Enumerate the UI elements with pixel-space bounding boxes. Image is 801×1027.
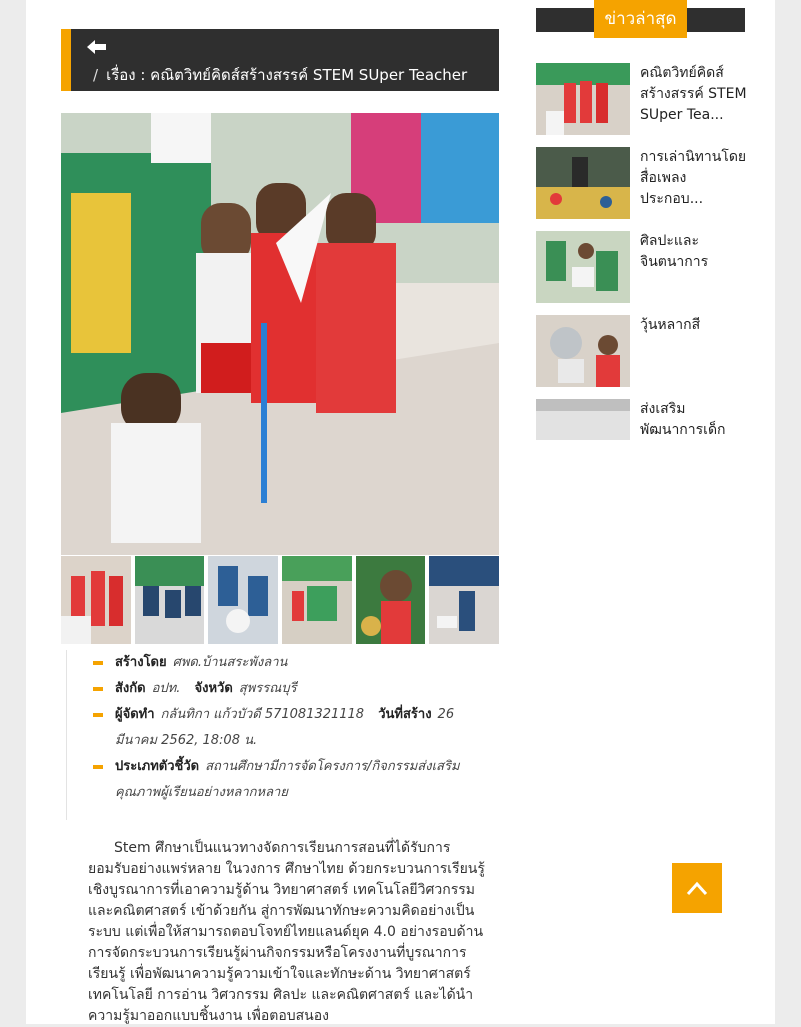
- meta-producer-value: กลันทิกา แก้วบัวดี 571081321118: [160, 707, 365, 722]
- news-thumbnail[interactable]: [536, 231, 630, 303]
- bullet-icon: [93, 687, 103, 691]
- breadcrumb-separator: /: [93, 66, 99, 84]
- news-header-label: ข่าวล่าสุด: [594, 0, 687, 38]
- news-item-title[interactable]: การเล่านิทานโดยสื่อเพลงประกอบ...: [640, 149, 747, 207]
- news-item[interactable]: [536, 231, 748, 315]
- article-title-bar: [61, 29, 499, 91]
- thumbnail-5[interactable]: [356, 556, 426, 644]
- meta-creator: [67, 650, 487, 676]
- thumbnail-1[interactable]: [61, 556, 131, 644]
- meta-indicator-label: ประเภทตัวชี้วัด: [115, 759, 200, 774]
- bullet-icon: [93, 765, 103, 769]
- article-meta: [66, 650, 487, 820]
- breadcrumb: [93, 63, 467, 87]
- meta-affiliation-value: อปท.: [151, 681, 181, 696]
- news-item-title[interactable]: ส่งเสริมพัฒนาการเด็ก: [640, 401, 726, 438]
- news-thumbnail[interactable]: [536, 315, 630, 387]
- meta-indicator-value: สถานศึกษามีการจัดโครงการ/กิจกรรมส่งเสริมคุณภาพผู้เรียนอย่างหลากหลาย: [115, 759, 460, 800]
- thumbnail-2[interactable]: [135, 556, 205, 644]
- meta-creator-value: ศพด.บ้านสระพังลาน: [172, 655, 288, 670]
- news-thumbnail[interactable]: [536, 63, 630, 135]
- main-photo[interactable]: [61, 113, 499, 555]
- article-body: Stem ศึกษาเป็นแนวทางจัดการเรียนการสอนที่ได้รับการยอมรับอย่างแพร่หลาย ในวงการ ศึกษาไทย ด้วยกระบวนการเรียนรู้เชิงบูรณาการที่เอาความรู้ด้าน วิทยาศาสตร์ เทคโนโลยีวิศวกรรม และคณิตศาสตร์ เข้าด้วยกัน สู่การพัฒนาทักษะความคิดอย่างเป็นระบบ แต่เพื่อให้สามารถตอบโจทย์ไทยแลนด์ยุค 4.0 อย่างรอบด้าน การจัดกระบวนการเรียนรู้ผ่านกิจกรรมหรือโครงงานที่บูรณาการเรียนรู้ เพื่อพัฒนาความรู้ความเข้าใจและทักษะด้าน วิทยาศาสตร์ เทคโนโลยี การอ่าน วิศวกรรม ศิลปะ และคณิตศาสตร์ และได้นำความรู้มาออกแบบชิ้นงาน เพื่อตอบสนอง: [88, 840, 485, 1024]
- news-thumbnail[interactable]: [536, 399, 630, 440]
- news-item-title[interactable]: วุ้นหลากสี: [640, 317, 701, 333]
- meta-affiliation-label: สังกัด: [115, 681, 146, 696]
- chevron-up-icon: [685, 878, 709, 898]
- page-title: เรื่อง : คณิตวิทย์คิดส์สร้างสรรค์ STEM SUper Teacher: [106, 66, 468, 84]
- meta-producer: [67, 702, 487, 754]
- photo-thumbnails: [61, 556, 499, 644]
- meta-creator-label: สร้างโดย: [115, 655, 167, 670]
- news-item[interactable]: [536, 315, 748, 399]
- news-item[interactable]: [536, 399, 748, 440]
- meta-created-label: วันที่สร้าง: [378, 707, 432, 722]
- meta-province-label: จังหวัด: [194, 681, 233, 696]
- meta-producer-label: ผู้จัดทำ: [115, 707, 155, 722]
- news-item[interactable]: [536, 147, 748, 231]
- news-item-title[interactable]: ศิลปะและจินตนาการ: [640, 233, 709, 270]
- title-accent: [61, 29, 71, 91]
- bullet-icon: [93, 713, 103, 717]
- thumbnail-4[interactable]: [282, 556, 352, 644]
- thumbnail-3[interactable]: [208, 556, 278, 644]
- scroll-to-top-button[interactable]: [672, 863, 722, 913]
- arrow-left-icon[interactable]: [87, 39, 107, 55]
- news-thumbnail[interactable]: [536, 147, 630, 219]
- bullet-icon: [93, 661, 103, 665]
- meta-created-value: 26 มีนาคม 2562, 18:08 น.: [115, 707, 455, 748]
- latest-news-list: [536, 63, 748, 440]
- meta-province-value: สุพรรณบุรี: [238, 681, 297, 696]
- news-item[interactable]: [536, 63, 748, 147]
- meta-indicator: [67, 754, 487, 806]
- meta-affiliation: [67, 676, 487, 702]
- news-item-title[interactable]: คณิตวิทย์คิดส์สร้างสรรค์ STEM SUper Tea...: [640, 65, 747, 123]
- thumbnail-6[interactable]: [429, 556, 499, 644]
